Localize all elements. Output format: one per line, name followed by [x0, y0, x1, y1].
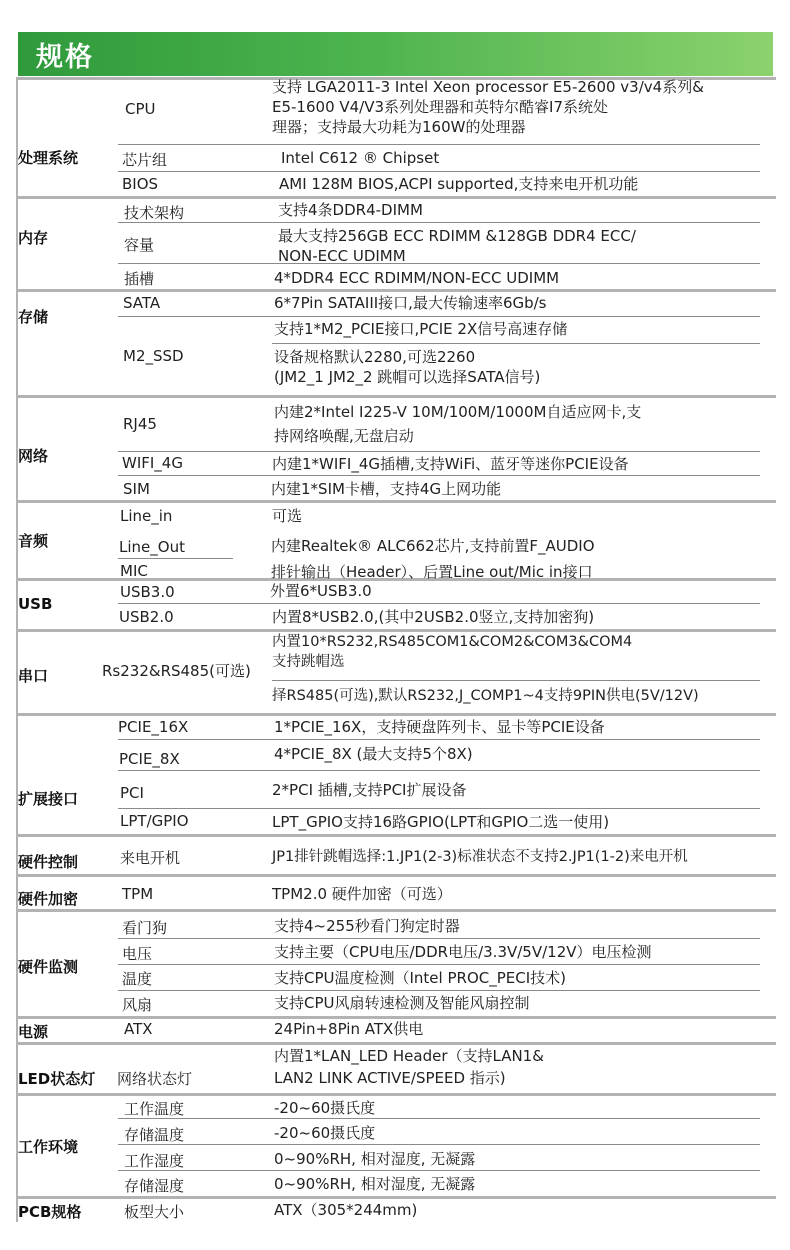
- category-audio: 音频: [18, 532, 49, 550]
- spec-label-op-temp: 工作温度: [124, 1100, 185, 1118]
- spec-label-wifi: WIFI_4G: [122, 454, 183, 472]
- row-separator: [118, 558, 233, 559]
- spec-value-sim: 内建1*SIM卡槽，支持4G上网功能: [271, 480, 502, 498]
- spec-value-serial: 内置10*RS232,RS485COM1&COM2&COM3&COM4 支持跳帽选 择RS485(可选),默认RS232,J_COMP1~4支持9PIN供电(5V/12V): [272, 634, 699, 704]
- spec-value-st-temp: -20~60摄氏度: [274, 1124, 376, 1142]
- spec-value-chipset: Intel C612 ® Chipset: [281, 149, 440, 167]
- section-divider: [16, 874, 776, 877]
- spec-value-op-hum: 0~90%RH, 相对湿度, 无凝露: [274, 1150, 476, 1168]
- spec-label-cpu: CPU: [125, 100, 156, 118]
- spec-value-m2: 支持1*M2_PCIE接口,PCIE 2X信号高速存储 设备规格默认2280,可选2260 (JM2_1 JM2_2 跳帽可以选择SATA信号): [274, 320, 568, 386]
- spec-label-psu: ATX: [124, 1020, 153, 1038]
- spec-label-watchdog: 看门狗: [122, 919, 168, 937]
- spec-value-wifi: 内建1*WIFI_4G插槽,支持WiFi、蓝牙等迷你PCIE设备: [272, 455, 629, 473]
- spec-label-usb2: USB2.0: [119, 608, 174, 626]
- spec-value-led: 内置1*LAN_LED Header（支持LAN1& LAN2 LINK ACTIVE/SPEED 指示): [274, 1047, 544, 1087]
- spec-label-m2: M2_SSD: [123, 347, 184, 365]
- category-usb: USB: [18, 595, 53, 613]
- row-separator: [118, 222, 760, 223]
- page-title: 规格: [36, 42, 94, 73]
- category-hw-encryption: 硬件加密: [18, 890, 79, 908]
- category-processor: 处理系统: [18, 149, 79, 167]
- row-separator: [118, 1144, 760, 1145]
- section-divider: [16, 289, 776, 292]
- row-separator: [118, 451, 760, 452]
- spec-value-temp: 支持CPU温度检测（Intel PROC_PECI技术): [274, 969, 566, 987]
- spec-value-mem-cap: 最大支持256GB ECC RDIMM &128GB DDR4 ECC/ NON-ECC UDIMM: [278, 227, 636, 265]
- row-separator: [118, 144, 760, 145]
- spec-label-temp: 温度: [122, 970, 153, 988]
- category-environment: 工作环境: [18, 1138, 79, 1156]
- spec-value-fan: 支持CPU风扇转速检测及智能风扇控制: [274, 994, 530, 1012]
- spec-label-sim: SIM: [123, 480, 150, 498]
- spec-label-lineout: Line_Out: [119, 538, 185, 556]
- spec-value-usb2: 内置8*USB2.0,(其中2USB2.0竖立,支持加密狗): [272, 608, 595, 626]
- spec-label-led: 网络状态灯: [117, 1070, 193, 1088]
- category-serial: 串口: [18, 667, 49, 685]
- section-divider: [16, 834, 776, 837]
- section-divider: [16, 395, 776, 398]
- section-divider: [16, 196, 776, 199]
- spec-label-linein: Line_in: [120, 507, 173, 525]
- row-separator: [118, 316, 760, 317]
- spec-value-linein: 可选: [272, 507, 303, 525]
- spec-label-mem-arch: 技术架构: [124, 204, 185, 222]
- spec-label-mem-cap: 容量: [124, 236, 155, 254]
- spec-value-power-on: JP1排针跳帽选择:1.JP1(2-3)标准状态不支持2.JP1(1-2)来电开机: [272, 849, 688, 865]
- spec-label-st-hum: 存储湿度: [124, 1177, 185, 1195]
- spec-value-st-hum: 0~90%RH, 相对湿度, 无凝露: [274, 1175, 476, 1193]
- spec-value-lpt: LPT_GPIO支持16路GPIO(LPT和GPIO二选一使用): [272, 813, 610, 831]
- spec-label-chipset: 芯片组: [122, 151, 168, 169]
- section-divider: [16, 1093, 776, 1096]
- spec-value-cpu: 支持 LGA2011-3 Intel Xeon processor E5-2600 v3/v4系列& E5-1600 V4/V3系列处理器和英特尔酷睿I7系统处 理器；支持最大功耗为160W的处理器: [272, 78, 704, 136]
- spec-label-tpm: TPM: [122, 885, 154, 903]
- row-separator: [118, 475, 760, 476]
- spec-value-bios: AMI 128M BIOS,ACPI supported,支持来电开机功能: [279, 175, 639, 193]
- category-network: 网络: [18, 447, 49, 465]
- row-separator: [118, 603, 760, 604]
- spec-label-pcie16: PCIE_16X: [118, 718, 189, 736]
- row-separator: [118, 1118, 760, 1119]
- spec-label-op-hum: 工作湿度: [124, 1152, 185, 1170]
- category-pcb: PCB规格: [18, 1203, 82, 1221]
- category-hw-monitor: 硬件监测: [18, 958, 79, 976]
- section-divider: [16, 713, 776, 716]
- spec-value-mem-slot: 4*DDR4 ECC RDIMM/NON-ECC UDIMM: [274, 269, 560, 287]
- row-separator: [118, 808, 760, 809]
- spec-label-rj45: RJ45: [123, 415, 157, 433]
- row-separator: [118, 938, 760, 939]
- row-separator: [118, 171, 760, 172]
- section-divider: [16, 500, 776, 503]
- spec-value-voltage: 支持主要（CPU电压/DDR电压/3.3V/5V/12V）电压检测: [274, 943, 652, 961]
- spec-value-mic: 排针输出（Header）、后置Line out/Mic in接口: [271, 563, 593, 581]
- section-divider: [16, 1196, 776, 1199]
- row-separator: [118, 739, 760, 740]
- spec-value-op-temp: -20~60摄氏度: [274, 1099, 376, 1117]
- category-expansion: 扩展接口: [18, 790, 79, 808]
- section-divider: [16, 909, 776, 912]
- spec-header: [18, 32, 773, 76]
- spec-label-usb3: USB3.0: [120, 583, 175, 601]
- spec-label-bios: BIOS: [122, 175, 159, 193]
- spec-label-sata: SATA: [123, 294, 161, 312]
- spec-value-mem-arch: 支持4条DDR4-DIMM: [278, 201, 423, 219]
- spec-label-pci: PCI: [120, 784, 144, 802]
- category-led: LED状态灯: [18, 1070, 96, 1088]
- spec-value-watchdog: 支持4~255秒看门狗定时器: [274, 917, 460, 935]
- spec-label-mic: MIC: [120, 562, 148, 580]
- spec-label-mem-slot: 插槽: [124, 270, 155, 288]
- category-power: 电源: [18, 1023, 49, 1041]
- spec-value-pcie8: 4*PCIE_8X (最大支持5个8X): [274, 745, 473, 763]
- spec-label-voltage: 电压: [122, 945, 153, 963]
- spec-label-lpt: LPT/GPIO: [120, 812, 189, 830]
- spec-value-lineout: 内建Realtek® ALC662芯片,支持前置F_AUDIO: [271, 537, 595, 555]
- spec-value-tpm: TPM2.0 硬件加密（可选）: [272, 885, 452, 903]
- spec-value-sata: 6*7Pin SATAIII接口,最大传输速率6Gb/s: [274, 294, 547, 312]
- spec-label-st-temp: 存储温度: [124, 1126, 185, 1144]
- spec-label-power-on: 来电开机: [120, 849, 181, 867]
- spec-value-pcie16: 1*PCIE_16X，支持硬盘阵列卡、显卡等PCIE设备: [274, 718, 605, 736]
- spec-value-pcb: ATX（305*244mm): [274, 1201, 418, 1219]
- row-separator: [118, 1170, 760, 1171]
- spec-label-fan: 风扇: [122, 996, 153, 1014]
- category-memory: 内存: [18, 229, 49, 247]
- spec-label-serial: Rs232&RS485(可选): [102, 662, 251, 680]
- table-left-edge: [16, 77, 18, 1222]
- category-hw-control: 硬件控制: [18, 853, 79, 871]
- spec-label-pcb: 板型大小: [124, 1203, 185, 1221]
- spec-label-pcie8: PCIE_8X: [119, 750, 180, 768]
- spec-value-psu: 24Pin+8Pin ATX供电: [274, 1020, 424, 1038]
- category-storage: 存储: [18, 308, 49, 326]
- spec-value-rj45: 内建2*Intel I225-V 10M/100M/1000M自适应网卡,支 持网络唤醒,无盘启动: [274, 403, 642, 445]
- spec-value-pci: 2*PCI 插槽,支持PCI扩展设备: [272, 781, 467, 799]
- row-separator: [118, 964, 760, 965]
- row-separator: [118, 770, 760, 771]
- row-separator: [118, 990, 760, 991]
- spec-value-usb3: 外置6*USB3.0: [270, 582, 372, 600]
